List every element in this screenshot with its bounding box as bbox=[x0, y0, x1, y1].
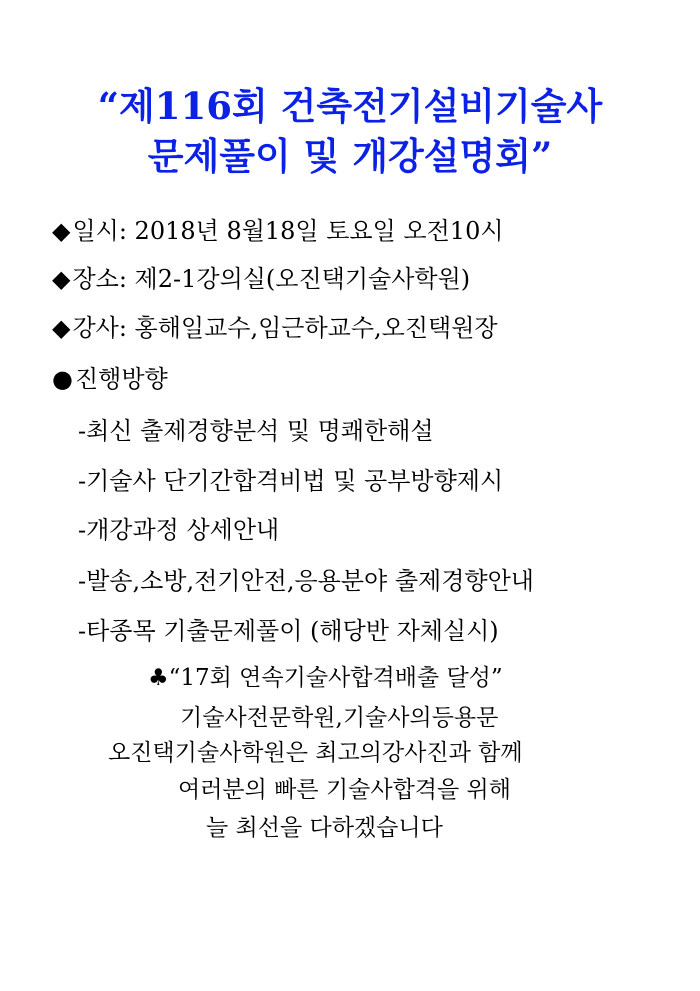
detail-datetime bbox=[52, 216, 504, 246]
diamond-bullet-icon: ◆ bbox=[52, 314, 71, 342]
detail-location bbox=[52, 264, 470, 294]
title-line-2: 문제풀이 및 개강설명회” bbox=[147, 134, 553, 178]
agenda-item: -발송,소방,전기안전,응용분야 출제경향안내 bbox=[78, 567, 534, 595]
agenda-item: -최신 출제경향분석 및 명쾌한해설 bbox=[78, 417, 434, 445]
diamond-bullet-icon: ◆ bbox=[52, 265, 71, 293]
title-line-1: “제116회 건축전기설비기술사 bbox=[97, 84, 603, 128]
closing-line: 여러분의 빠른 기술사합격을 위해 bbox=[178, 777, 511, 803]
detail-lecturers bbox=[52, 313, 498, 343]
agenda-item: -개강과정 상세안내 bbox=[78, 516, 280, 544]
agenda-item: -타종목 기출문제풀이 (해당반 자체실시) bbox=[78, 617, 499, 645]
detail-agenda-heading bbox=[52, 364, 168, 394]
closing-line: 늘 최선을 다하겠습니다 bbox=[206, 815, 443, 841]
closing-line: 오진택기술사학원은 최고의강사진과 함께 bbox=[108, 740, 523, 766]
detail-text: 강사: 홍해일교수,임근하교수,오진택원장 bbox=[72, 314, 498, 342]
closing-line-achievement: ♣“17회 연속기술사합격배출 달성” bbox=[148, 665, 503, 691]
detail-text: 장소: 제2-1강의실(오진택기술사학원) bbox=[72, 265, 471, 293]
detail-text: 진행방향 bbox=[74, 365, 168, 393]
circle-bullet-icon: ● bbox=[52, 365, 73, 393]
detail-text: 일시: 2018년 8월18일 토요일 오전10시 bbox=[72, 217, 504, 245]
closing-line: 기술사전문학원,기술사의등용문 bbox=[180, 705, 499, 731]
diamond-bullet-icon: ◆ bbox=[52, 217, 71, 245]
agenda-item: -기술사 단기간합격비법 및 공부방향제시 bbox=[78, 467, 504, 495]
